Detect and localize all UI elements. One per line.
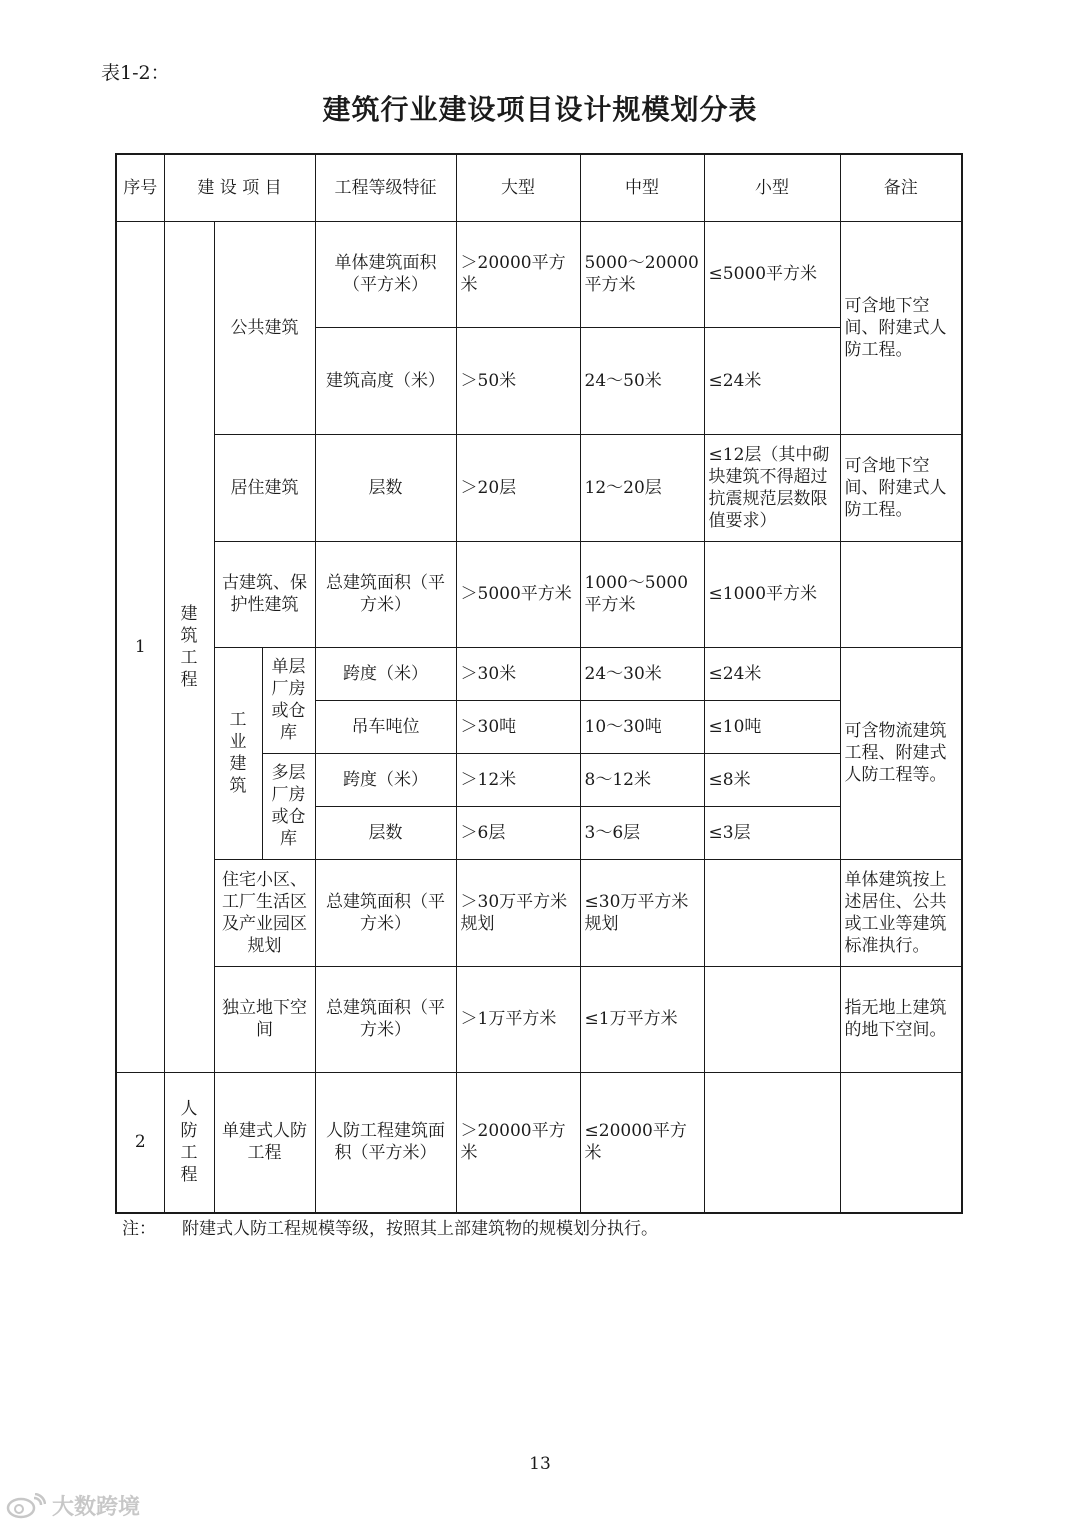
category-cell: 住宅小区、工厂生活区及产业园区规划 <box>214 859 315 966</box>
header-remark: 备注 <box>840 154 962 221</box>
feature-cell: 层数 <box>315 806 456 859</box>
medium-cell: 24～30米 <box>580 647 704 700</box>
feature-cell: 层数 <box>315 434 456 541</box>
medium-cell: 1000～5000平方米 <box>580 541 704 647</box>
document-title: 建筑行业建设项目设计规模划分表 <box>322 93 758 126</box>
header-row <box>116 154 962 221</box>
large-cell: ＞30吨 <box>456 700 580 753</box>
page-number: 13 <box>529 1454 551 1474</box>
feature-cell: 跨度（米） <box>315 753 456 806</box>
remark-cell <box>840 1072 962 1213</box>
table-label: 表1-2： <box>101 62 170 84</box>
small-cell <box>704 859 840 966</box>
large-cell: ＞5000平方米 <box>456 541 580 647</box>
header-large: 大型 <box>456 154 580 221</box>
feature-cell: 建筑高度（米） <box>315 327 456 434</box>
remark-cell: 单体建筑按上述居住、公共或工业等建筑标准执行。 <box>840 859 962 966</box>
header-feature: 工程等级特征 <box>315 154 456 221</box>
watermark-text: 大数跨境 <box>52 1495 141 1520</box>
small-cell: ≤3层 <box>704 806 840 859</box>
medium-cell: 5000～20000平方米 <box>580 221 704 327</box>
group-name-cell <box>164 1072 214 1213</box>
category-cell: 古建筑、保护性建筑 <box>214 541 315 647</box>
feature-cell: 人防工程建筑面积（平方米） <box>315 1072 456 1213</box>
large-cell: ＞12米 <box>456 753 580 806</box>
header-seq: 序号 <box>116 154 164 221</box>
medium-cell: 24～50米 <box>580 327 704 434</box>
watermark <box>6 1490 140 1521</box>
table-note <box>122 1214 658 1239</box>
remark-cell: 可含物流建筑工程、附建式人防工程等。 <box>840 647 962 859</box>
medium-cell: 12～20层 <box>580 434 704 541</box>
group-name-text: 人防工程 <box>180 1099 198 1186</box>
design-scale-table <box>115 153 963 1214</box>
feature-cell: 跨度（米） <box>315 647 456 700</box>
table-row <box>116 221 962 327</box>
seq-cell: 1 <box>116 221 164 1072</box>
small-cell <box>704 966 840 1072</box>
small-cell: ≤5000平方米 <box>704 221 840 327</box>
header-project: 建 设 项 目 <box>164 154 315 221</box>
large-cell: ＞20000平方米 <box>456 1072 580 1213</box>
table-row <box>116 541 962 647</box>
small-cell: ≤24米 <box>704 647 840 700</box>
category-cell: 居住建筑 <box>214 434 315 541</box>
remark-cell: 指无地上建筑的地下空间。 <box>840 966 962 1072</box>
small-cell: ≤10吨 <box>704 700 840 753</box>
remark-cell <box>840 541 962 647</box>
header-medium: 中型 <box>580 154 704 221</box>
small-cell: ≤8米 <box>704 753 840 806</box>
remark-cell: 可含地下空间、附建式人防工程。 <box>840 434 962 541</box>
remark-cell: 可含地下空间、附建式人防工程。 <box>840 221 962 434</box>
medium-cell: 8～12米 <box>580 753 704 806</box>
large-cell: ＞6层 <box>456 806 580 859</box>
large-cell: ＞30米 <box>456 647 580 700</box>
medium-cell: 10～30吨 <box>580 700 704 753</box>
header-small: 小型 <box>704 154 840 221</box>
small-cell: ≤12层（其中砌块建筑不得超过抗震规范层数限值要求） <box>704 434 840 541</box>
subcategory-cell: 多层厂房或仓库 <box>262 753 315 859</box>
group-name-text: 建筑工程 <box>180 603 198 690</box>
note-label: 注： <box>122 1219 156 1239</box>
medium-cell: ≤1万平方米 <box>580 966 704 1072</box>
note-text: 附建式人防工程规模等级，按照其上部建筑物的规模划分执行。 <box>182 1219 658 1239</box>
table-row <box>116 434 962 541</box>
category-text: 工业建筑 <box>229 710 247 796</box>
large-cell: ＞30万平方米规划 <box>456 859 580 966</box>
feature-cell: 总建筑面积（平方米） <box>315 541 456 647</box>
feature-cell: 总建筑面积（平方米） <box>315 859 456 966</box>
large-cell: ＞20层 <box>456 434 580 541</box>
table-row <box>116 1072 962 1213</box>
feature-cell: 总建筑面积（平方米） <box>315 966 456 1072</box>
group-name-cell <box>164 221 214 1072</box>
table-row <box>116 647 962 700</box>
small-cell: ≤24米 <box>704 327 840 434</box>
large-cell: ＞50米 <box>456 327 580 434</box>
medium-cell: ≤20000平方米 <box>580 1072 704 1213</box>
small-cell <box>704 1072 840 1213</box>
category-cell: 公共建筑 <box>214 221 315 434</box>
table-row <box>116 966 962 1072</box>
feature-cell: 单体建筑面积（平方米） <box>315 221 456 327</box>
table-row <box>116 859 962 966</box>
small-cell: ≤1000平方米 <box>704 541 840 647</box>
medium-cell: 3～6层 <box>580 806 704 859</box>
seq-cell: 2 <box>116 1072 164 1213</box>
category-cell <box>214 647 262 859</box>
subcategory-cell: 单层厂房或仓库 <box>262 647 315 753</box>
weibo-logo-icon <box>6 1493 46 1519</box>
category-cell: 独立地下空间 <box>214 966 315 1072</box>
large-cell: ＞20000平方米 <box>456 221 580 327</box>
medium-cell: ≤30万平方米规划 <box>580 859 704 966</box>
feature-cell: 吊车吨位 <box>315 700 456 753</box>
large-cell: ＞1万平方米 <box>456 966 580 1072</box>
category-cell: 单建式人防工程 <box>214 1072 315 1213</box>
